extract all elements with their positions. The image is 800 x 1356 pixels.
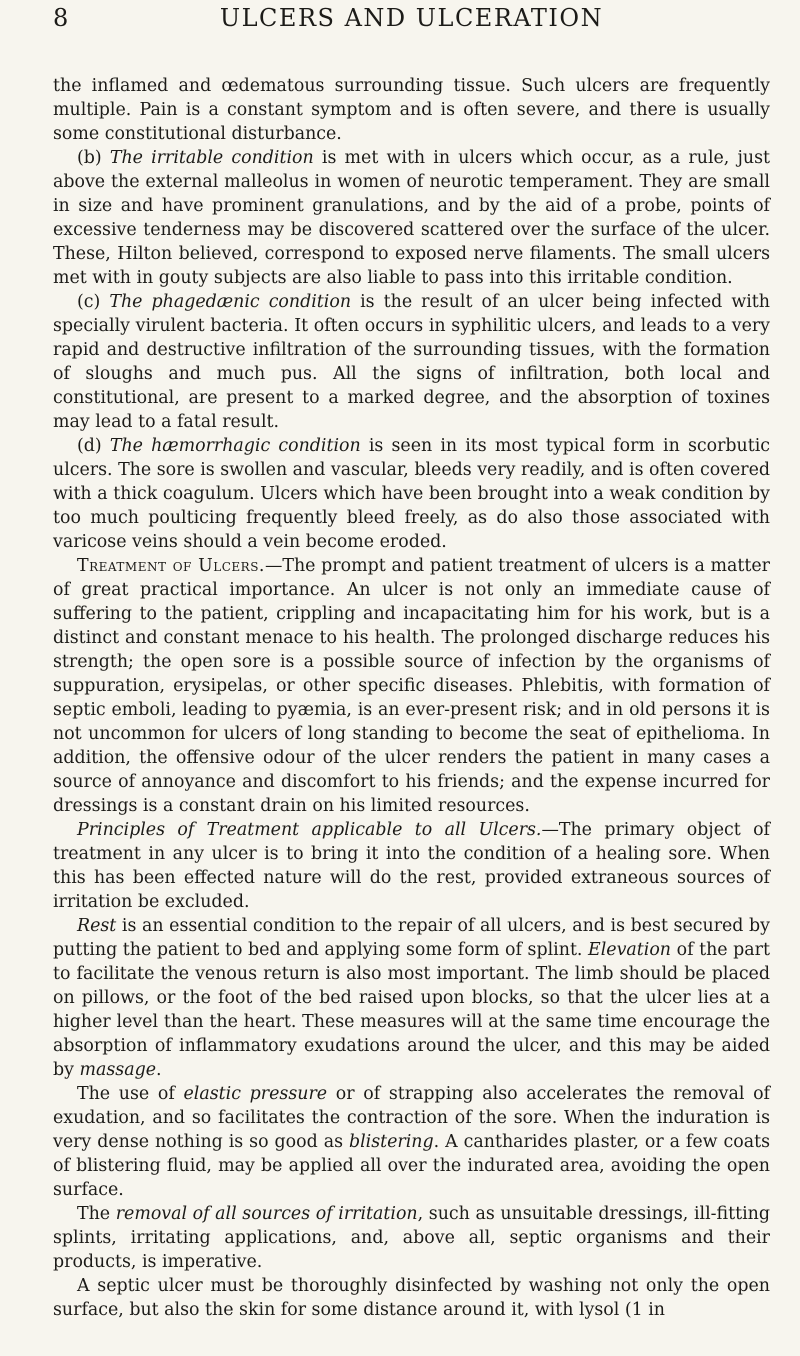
paragraph-text: , such as unsuitable dressings, ill-fitting splints, irritating applications, and, above all, septic organisms and their products, is imperative. [53, 1204, 770, 1272]
paragraph-text: is the result of an ulcer being infected with specially virulent bacteria. It often occurs in syphilitic ulcers, and leads to a very rapid and destructive infiltration of the surrounding tissues, with the formation of sloughs and much pus. All the signs of infiltration, both local and constitutional, are present to a marked degree, and the absorption of toxines may lead to a fatal result. [53, 292, 770, 432]
paragraph-text: —The prompt and patient treatment of ulcers is a matter of great practical importance. An ulcer is not only an immediate cause of suffering to the patient, crippling and incapacitating him for his work, but is a distinct and constant menace to his health. The prolonged discharge reduces his strength; the open sore is a possible source of infection by the organisms of suppuration, erysipelas, or other specific diseases. Phlebitis, with formation of septic emboli, leading to pyæmia, is an ever-present risk; and in old persons it is not uncommon for ulcers of long standing to become the seat of epithelioma. In addition, the offensive odour of the ulcer renders the patient in many cases a source of annoyance and discomfort to his friends; and the expense incurred for dressings is a constant drain on his limited resources. [53, 556, 770, 816]
paragraph-text: —The primary object of treatment in any ulcer is to bring it into the condition of a healing sore. When this has been effected nature will do the rest, provided extraneous sources of irritation be excluded. [53, 820, 770, 912]
paragraph-italic-term: Rest [77, 916, 117, 936]
paragraph-removal-of-irritation [53, 1202, 770, 1274]
body-text [53, 74, 770, 1322]
paragraph-italic-term: removal of all sources of irritation [115, 1204, 418, 1224]
subsection-heading: Principles of Treatment applicable to all Ulcers. [77, 820, 542, 840]
paragraph-text: or of strapping also accelerates the removal of exudation, and so facilitates the contraction of the sore. When the induration is very dense nothing is so good as [53, 1084, 770, 1152]
paragraph-elastic-pressure [53, 1082, 770, 1202]
paragraph-irritable-condition [53, 146, 770, 290]
paragraph-principles-of-treatment [53, 818, 770, 914]
paragraph-text: is an essential condition to the repair of all ulcers, and is best secured by putting the patient to bed and applying some form of splint. [53, 916, 770, 960]
paragraph-septic-ulcer [53, 1274, 770, 1322]
paragraph-italic-term: massage [79, 1060, 157, 1080]
paragraph-text: is met with in ulcers which occur, as a rule, just above the external malleolus in women of neurotic temperament. They are small in size and have prominent granulations, and by the aid of a probe, points of excessive tenderness may be discovered scattered over the surface of the ulcer. These, Hilton believed, correspond to exposed nerve filaments. The small ulcers met with in gouty subjects are also liable to pass into this irritable condition. [53, 148, 770, 288]
paragraph-lead: (c) [77, 292, 110, 312]
paragraph-lead: (d) [77, 436, 110, 456]
page-header [53, 4, 770, 44]
paragraph-text: The [77, 1204, 116, 1224]
paragraph-lead: (b) [77, 148, 110, 168]
paragraph-text: of the part to facilitate the venous return is also most important. The limb should be placed on pillows, or the foot of the bed raised upon blocks, so that the ulcer lies at a higher level than the heart. These measures will at the same time encourage the absorption of inflammatory exudations around the ulcer, and this may be aided by [53, 940, 770, 1080]
paragraph-italic-term: The phagedænic condition [109, 292, 352, 312]
paragraph-text: The use of [77, 1084, 184, 1104]
paragraph-text: . A cantharides plaster, or a few coats of blistering fluid, may be applied all over the indurated area, avoiding the open surface. [53, 1132, 770, 1200]
paragraph-treatment-of-ulcers [53, 554, 770, 818]
paragraph-haemorrhagic-condition [53, 434, 770, 554]
section-heading: Treatment of Ulcers. [77, 556, 265, 576]
paragraph-rest-elevation [53, 914, 770, 1082]
paragraph-text: the inflamed and œdematous surrounding tissue. Such ulcers are frequently multiple. Pain is a constant symptom and is often severe, and there is usually some constitutional disturbance. [53, 76, 770, 144]
paragraph-text: is seen in its most typical form in scorbutic ulcers. The sore is swollen and vascular, bleeds very readily, and is often covered with a thick coagulum. Ulcers which have been brought into a weak condition by too much poulticing frequently bleed freely, as do also those associated with varicose veins should a vein become eroded. [53, 436, 771, 552]
paragraph-text: A septic ulcer must be thoroughly disinfected by washing not only the open surface, but also the skin for some distance around it, with lysol (1 in [53, 1276, 770, 1320]
running-title: ULCERS AND ULCERATION [219, 4, 604, 32]
paragraph-italic-term: The hæmorrhagic condition [109, 436, 361, 456]
paragraph-italic-term: Elevation [588, 940, 672, 960]
paragraph-continuation [53, 74, 770, 146]
paragraph-italic-term: blistering [348, 1132, 434, 1152]
page-number: 8 [53, 4, 69, 32]
paragraph-text: . [156, 1060, 162, 1080]
paragraph-italic-term: elastic pressure [183, 1084, 328, 1104]
paragraph-italic-term: The irritable condition [109, 148, 314, 168]
paragraph-phagedaenic-condition [53, 290, 770, 434]
